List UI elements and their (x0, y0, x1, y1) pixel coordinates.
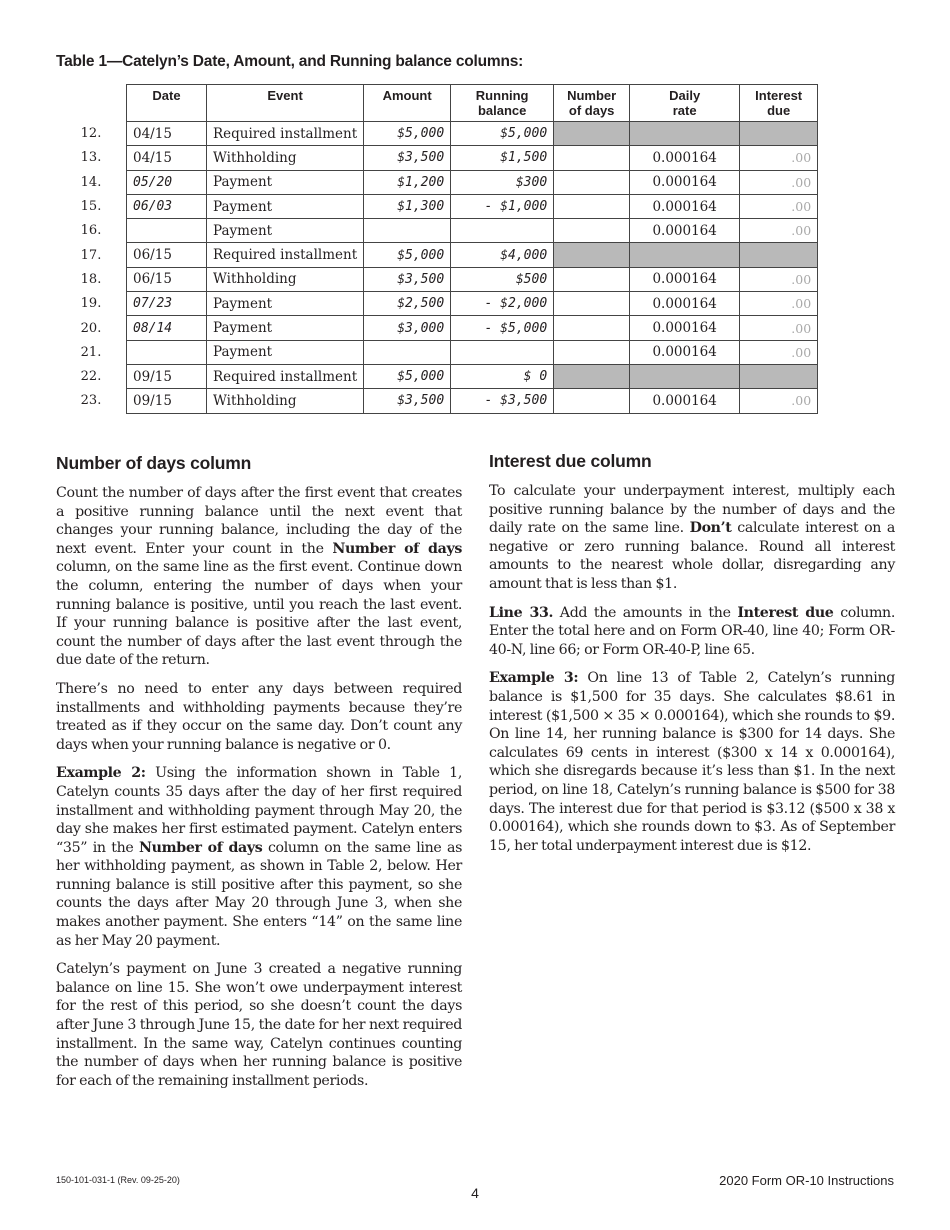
amount-cell: $1,300 (364, 194, 451, 218)
event-cell: Withholding (207, 267, 364, 291)
due-cell: .00 (740, 194, 818, 218)
date-cell: 06/03 (127, 194, 207, 218)
amount-cell: $3,500 (364, 389, 451, 413)
balance-cell: $4,000 (451, 243, 554, 267)
header-interest-due: Interest due (740, 85, 818, 122)
date-cell: 04/15 (127, 122, 207, 146)
due-cell: .00 (740, 292, 818, 316)
days-cell (554, 389, 630, 413)
balance-cell: - $2,000 (451, 292, 554, 316)
days-cell (554, 194, 630, 218)
due-cell: .00 (740, 219, 818, 243)
due-cell: .00 (740, 340, 818, 364)
table-row (56, 364, 818, 388)
event-cell: Withholding (207, 146, 364, 170)
catelyn-table (56, 84, 818, 414)
header-amount: Amount (364, 85, 451, 122)
balance-cell: $5,000 (451, 122, 554, 146)
balance-cell (451, 219, 554, 243)
event-cell: Required installment (207, 122, 364, 146)
amount-cell: $3,500 (364, 146, 451, 170)
due-cell: .00 (740, 267, 818, 291)
due-cell: .00 (740, 389, 818, 413)
amount-cell: $3,000 (364, 316, 451, 340)
example-2-paragraph: Example 2: Using the information shown in Table 1, Catelyn counts 35 days after the day of her first required installment and withholding payment through May 20, the day she makes her first estimated payment. Catelyn enters “35” in the Number of days column on the same line as her withholding payment, as shown in Table 2, below. Her running balance is still positive after this payment, so she counts the days after May 20 through June 3, when she makes another payment. She enters “14” on the same line as her May 20 payment. (56, 765, 462, 949)
days-cell (554, 364, 630, 388)
rate-cell (630, 364, 740, 388)
form-title: 2020 Form OR-10 Instructions (719, 1173, 894, 1188)
balance-cell: $ 0 (451, 364, 554, 388)
line-number: 17. (80, 247, 102, 263)
table-row (56, 292, 818, 316)
line-number: 18. (80, 271, 102, 287)
event-cell: Payment (207, 316, 364, 340)
amount-cell: $5,000 (364, 243, 451, 267)
event-cell: Payment (207, 340, 364, 364)
line-number: 19. (80, 296, 102, 312)
balance-cell: - $1,000 (451, 194, 554, 218)
line-number: 23. (80, 393, 102, 409)
days-cell (554, 292, 630, 316)
amount-cell: $5,000 (364, 122, 451, 146)
amount-cell (364, 340, 451, 364)
table-row (56, 194, 818, 218)
balance-cell: - $5,000 (451, 316, 554, 340)
balance-cell: $500 (451, 267, 554, 291)
table-row (56, 316, 818, 340)
rate-cell: 0.000164 (630, 219, 740, 243)
rate-cell: 0.000164 (630, 267, 740, 291)
table-row (56, 389, 818, 413)
table-row (56, 122, 818, 146)
rate-cell (630, 243, 740, 267)
table-title: Table 1—Catelyn’s Date, Amount, and Running balance columns: (56, 53, 524, 70)
date-cell: 06/15 (127, 267, 207, 291)
due-cell (740, 364, 818, 388)
date-cell: 05/20 (127, 170, 207, 194)
days-cell (554, 146, 630, 170)
balance-cell: - $3,500 (451, 389, 554, 413)
table-row (56, 267, 818, 291)
amount-cell: $5,000 (364, 364, 451, 388)
balance-cell: $300 (451, 170, 554, 194)
line-number: 12. (80, 126, 102, 142)
amount-cell: $3,500 (364, 267, 451, 291)
header-number-of-days: Number of days (554, 85, 630, 122)
header-corner (56, 85, 127, 122)
event-cell: Payment (207, 292, 364, 316)
days-cell (554, 219, 630, 243)
due-cell: .00 (740, 170, 818, 194)
same-day-paragraph: There’s no need to enter any days between required installments and withholding payments because they’re treated as if they occur on the same day. Don’t count any days when your running balance is negative or 0. (56, 680, 462, 753)
rate-cell: 0.000164 (630, 316, 740, 340)
event-cell: Required installment (207, 243, 364, 267)
interest-due-heading: Interest due column (489, 451, 652, 471)
line-number: 16. (80, 223, 102, 239)
line-number: 22. (80, 369, 102, 385)
due-cell (740, 122, 818, 146)
due-cell: .00 (740, 316, 818, 340)
date-cell: 04/15 (127, 146, 207, 170)
rate-cell: 0.000164 (630, 389, 740, 413)
negative-balance-paragraph: Catelyn’s payment on June 3 created a negative running balance on line 15. She won’t owe underpayment interest for the rest of this period, so she doesn’t count the days after June 3 through June 15, the date for her next required installment. In the same way, Catelyn continues counting the number of days when her running balance is positive for each of the remaining installment periods. (56, 961, 462, 1089)
example-3-paragraph: Example 3: On line 13 of Table 2, Catelyn’s running balance is $1,500 for 35 days. She calculates $8.61 in interest ($1,500 × 35 × 0.000164), which she rounds to $9. On line 14, her running balance is $300 for 14 days. She calculates 69 cents in interest ($300 x 14 x 0.000164), which she disregards because it’s less than $1. In the next period, on line 18, Catelyn’s running balance is $500 for 38 days. The interest due for that period is $3.12 ($500 x 38 x 0.000164), which she rounds down to $3. As of September 15, her total underpayment interest due is $12. (489, 670, 895, 854)
table-row (56, 219, 818, 243)
due-cell (740, 243, 818, 267)
line-number: 14. (80, 174, 102, 190)
left-column (56, 453, 462, 1100)
right-column (489, 451, 895, 865)
balance-cell (451, 340, 554, 364)
table-row (56, 340, 818, 364)
days-cell (554, 122, 630, 146)
date-cell: 09/15 (127, 389, 207, 413)
event-cell: Payment (207, 194, 364, 218)
event-cell: Required installment (207, 364, 364, 388)
rate-cell: 0.000164 (630, 292, 740, 316)
days-cell (554, 243, 630, 267)
date-cell: 07/23 (127, 292, 207, 316)
line-number: 15. (80, 199, 102, 215)
header-date: Date (127, 85, 207, 122)
days-cell (554, 340, 630, 364)
balance-cell: $1,500 (451, 146, 554, 170)
amount-cell: $2,500 (364, 292, 451, 316)
interest-due-paragraph: To calculate your underpayment interest, multiply each positive running balance by the number of days and the daily rate on the same line. Don’t calculate interest on a negative or zero running balance. Round all interest amounts to the nearest whole dollar, disregarding any amount that is less than $1. (489, 483, 896, 592)
rate-cell (630, 122, 740, 146)
line-number: 13. (80, 150, 102, 166)
rate-cell: 0.000164 (630, 170, 740, 194)
rate-cell: 0.000164 (630, 146, 740, 170)
date-cell: 08/14 (127, 316, 207, 340)
table-row (56, 170, 818, 194)
line-number: 21. (80, 344, 102, 360)
days-cell (554, 316, 630, 340)
due-cell: .00 (740, 146, 818, 170)
amount-cell: $1,200 (364, 170, 451, 194)
event-cell: Payment (207, 170, 364, 194)
header-daily-rate: Daily rate (630, 85, 740, 122)
number-of-days-paragraph: Count the number of days after the first event that creates a positive running balance until the next event that changes your running balance, including the day of the next event. Enter your count in the Number of days column, on the same line as the first event. Continue down the column, entering the number of days when your running balance is positive, until you reach the last event. If your running balance is positive after the last event, count the number of days after the last event through the due date of the return. (56, 485, 462, 669)
line-33-paragraph: Line 33. Add the amounts in the Interest due column. Enter the total here and on Form OR-40, line 40; Form OR-40-N, line 66; or Form OR-40-P, line 65. (489, 604, 896, 658)
days-cell (554, 267, 630, 291)
date-cell (127, 340, 207, 364)
event-cell: Withholding (207, 389, 364, 413)
date-cell (127, 219, 207, 243)
table-row (56, 243, 818, 267)
header-event: Event (207, 85, 364, 122)
days-cell (554, 170, 630, 194)
date-cell: 06/15 (127, 243, 207, 267)
header-running-balance: Running balance (451, 85, 554, 122)
form-number: 150-101-031-1 (Rev. 09-25-20) (56, 1175, 180, 1185)
line-number: 20. (80, 320, 102, 336)
event-cell: Payment (207, 219, 364, 243)
rate-cell: 0.000164 (630, 194, 740, 218)
date-cell: 09/15 (127, 364, 207, 388)
amount-cell (364, 219, 451, 243)
table-row (56, 146, 818, 170)
rate-cell: 0.000164 (630, 340, 740, 364)
number-of-days-heading: Number of days column (56, 453, 252, 473)
page-number: 4 (471, 1185, 479, 1201)
